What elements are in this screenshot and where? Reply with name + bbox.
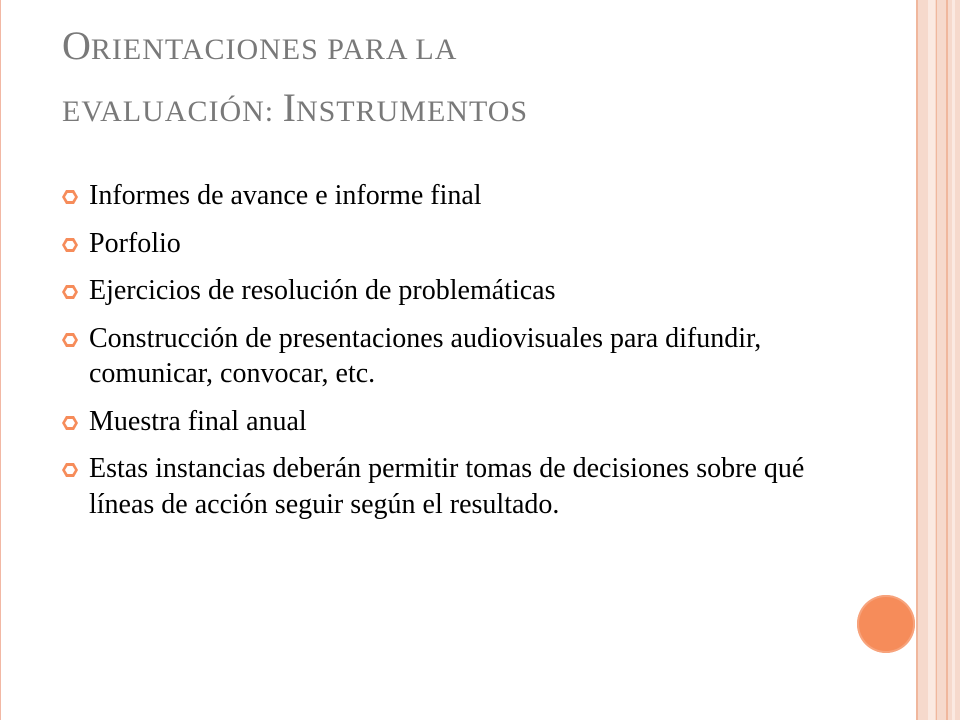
band-stripe [946,0,948,720]
hexagon-bullet-icon [62,189,78,205]
hexagon-bullet-icon [62,284,78,300]
title-initial: O [62,23,91,68]
title-colon: : [264,95,283,128]
band-stripe [952,0,955,720]
list-item [62,321,852,392]
hexagon-bullet-icon [62,332,78,348]
list-item [62,178,852,214]
title-line-1 [62,23,882,88]
bullet-text: Muestra final anual [89,405,307,437]
bullet-text: Ejercicios de resolución de problemáticas [89,275,556,307]
title-smallcaps: RIENTACIONES PARA LA [90,33,458,66]
list-item [62,226,852,262]
band-stripe [916,0,918,720]
title-initial: I [282,85,296,130]
bullet-text: Porfolio [89,227,181,259]
accent-circle [857,595,915,653]
band-stripe [936,0,937,720]
hexagon-bullet-icon [62,237,78,253]
slide-title [62,23,882,150]
list-item [62,404,852,440]
list-item [62,273,852,309]
list-item [62,451,852,522]
bullet-list [62,178,852,534]
title-line-2 [62,85,882,150]
title-smallcaps: EVALUACIÓN [62,95,265,128]
bullet-text: Construcción de presentaciones audiovisuales para difundir, comunicar, convocar, etc. [89,322,762,390]
band-stripe [928,0,935,720]
title-smallcaps: NSTRUMENTOS [295,95,529,128]
bullet-text: Informes de avance e informe final [89,180,482,211]
hexagon-bullet-icon [62,415,78,431]
hexagon-bullet-icon [62,462,78,478]
bullet-text: Estas instancias deberán permitir tomas de decisiones sobre qué líneas de acción seguir según el resultado. [89,453,805,520]
left-border [0,0,1,720]
